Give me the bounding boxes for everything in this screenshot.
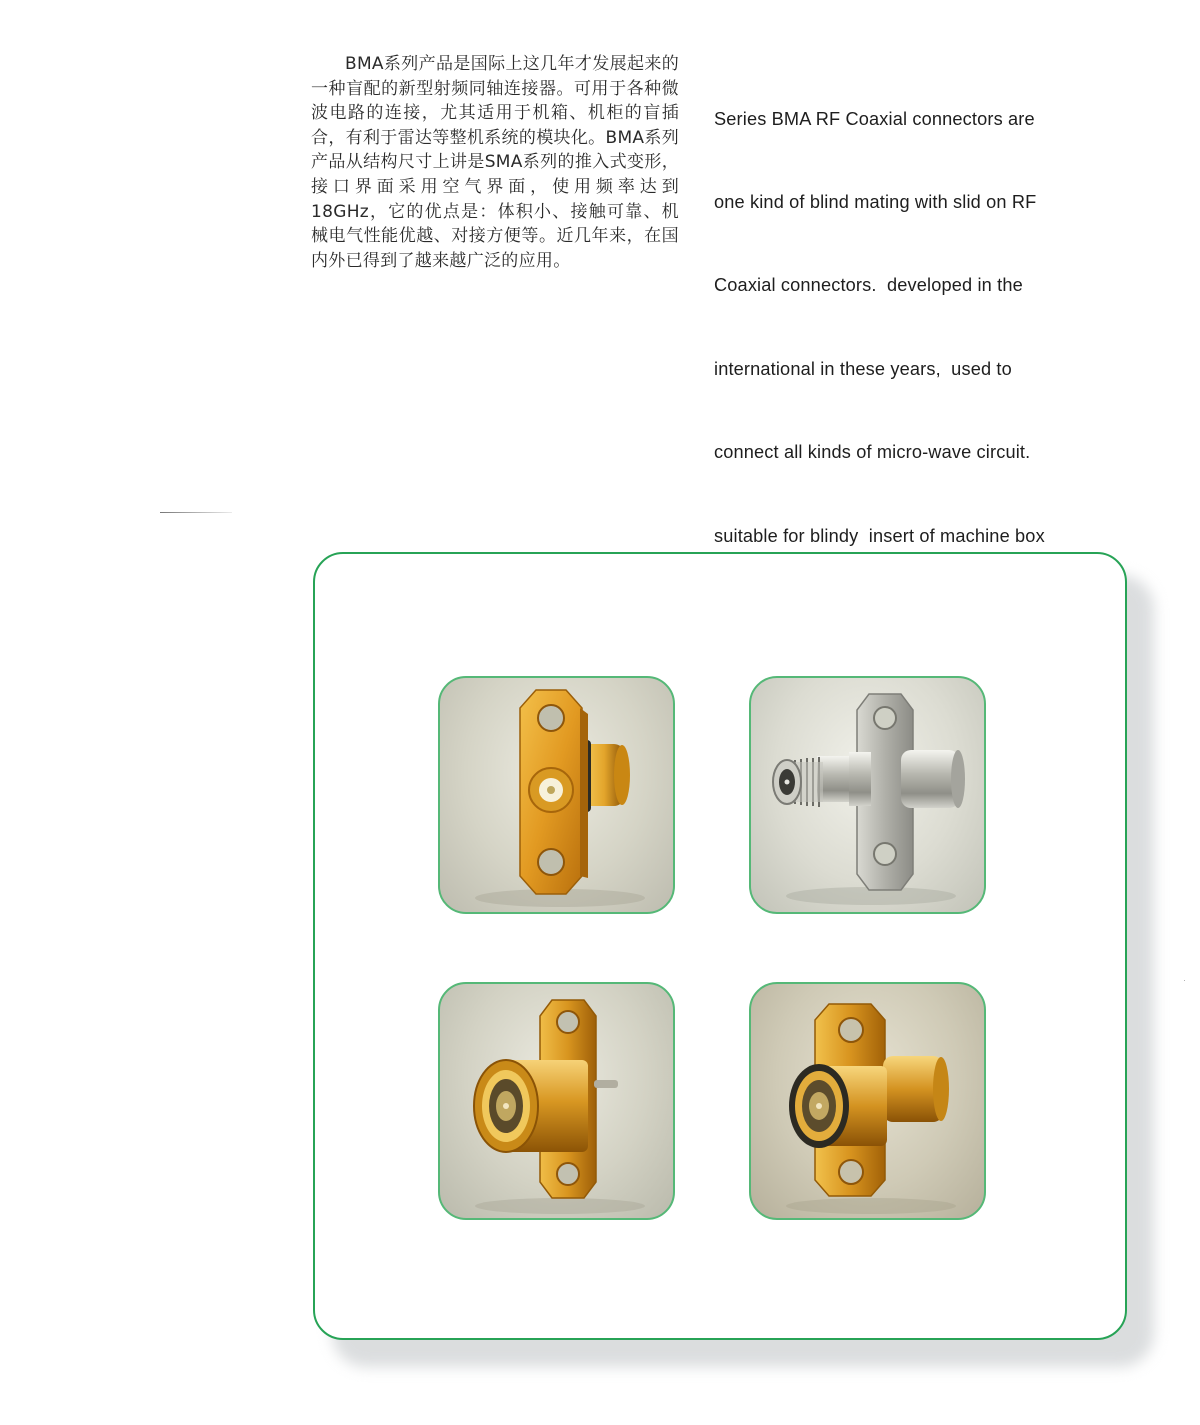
- english-line: Coaxial connectors. developed in the: [714, 275, 1023, 296]
- scan-artifact-dot: [1184, 980, 1185, 981]
- english-line: Series BMA RF Coaxial connectors are: [714, 108, 1035, 129]
- product-photo-gold-jack-angled: [749, 982, 986, 1220]
- gold-flange-plug-connector-image: [440, 678, 673, 912]
- chinese-description: BMA系列产品是国际上这几年才发展起来的一种盲配的新型射频同轴连接器。可用于各种微波电路的连接，尤其适用于机箱、机柜的盲插合，有利于雷达等整机系统的模块化。BMA系列产品从结构尺寸上讲是SMA系列的推入式变形，接口界面采用空气界面，使用频率达到18GHz，它的优点是：体积小、接触可靠、机械电气性能优越、对接方便等。近几年来，在国内外已得到了越来越广泛的应用。: [311, 54, 679, 271]
- product-photo-gold-jack: [438, 982, 675, 1220]
- scan-artifact-line: [160, 512, 232, 513]
- english-line: connect all kinds of micro-wave circuit.: [714, 442, 1031, 463]
- english-line: international in these years, used to: [714, 358, 1012, 379]
- gold-flange-jack-connector-image: [440, 984, 673, 1218]
- gold-flange-jack-connector-angled-image: [751, 984, 984, 1218]
- product-photo-silver-adapter: [749, 676, 986, 914]
- english-line: one kind of blind mating with slid on RF: [714, 191, 1037, 212]
- silver-flange-adapter-connector-image: [751, 678, 984, 912]
- photo-panel-frame: [313, 552, 1127, 1340]
- product-photo-gold-plug: [438, 676, 675, 914]
- english-line: suitable for blindy insert of machine box: [714, 525, 1045, 546]
